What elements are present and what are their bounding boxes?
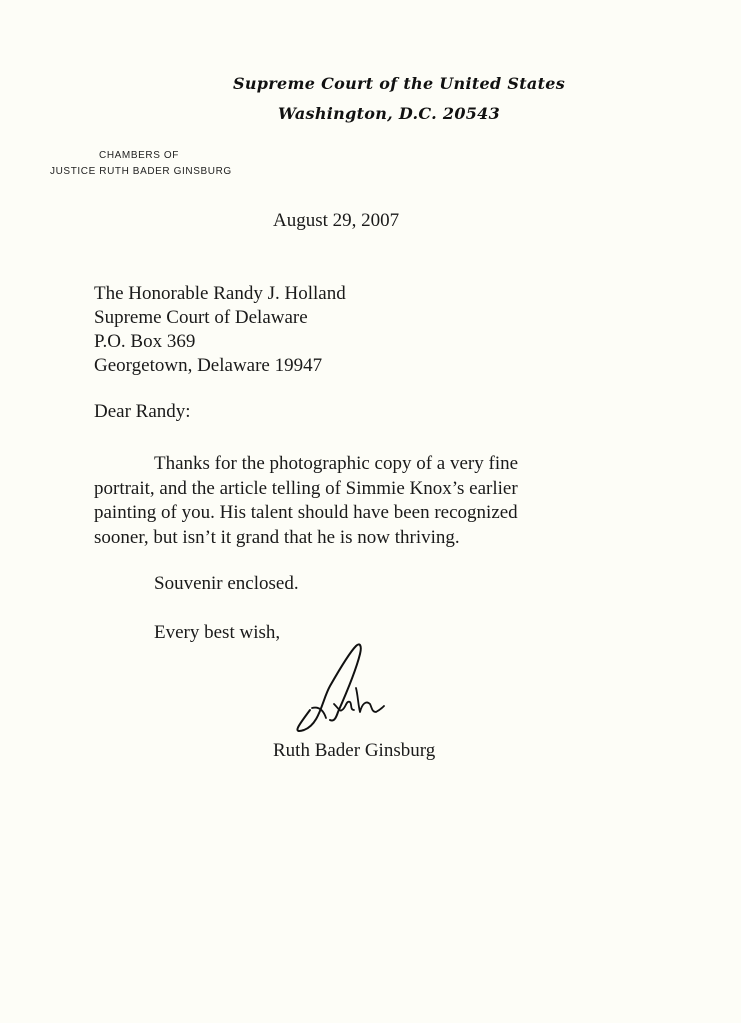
closing: Every best wish,	[154, 622, 281, 643]
chambers-of-label: CHAMBERS OF	[99, 150, 179, 161]
body-line: Thanks for the photographic copy of a very fine	[154, 453, 519, 474]
recipient-city: Georgetown, Delaware 19947	[94, 355, 323, 376]
chambers-justice-name: JUSTICE RUTH BADER GINSBURG	[50, 166, 232, 177]
recipient-po-box: P.O. Box 369	[94, 331, 196, 352]
body-line: sooner, but isn’t it grand that he is now thriving.	[94, 526, 460, 548]
body-line: painting of you. His talent should have been recognized	[94, 502, 518, 523]
letterhead-address: Washington, D.C. 20543	[278, 104, 501, 123]
signature-stroke	[356, 688, 384, 712]
body-paragraph	[94, 452, 654, 550]
handwritten-signature	[290, 638, 390, 734]
recipient-name: The Honorable Randy J. Holland	[94, 283, 346, 304]
signature-stroke	[297, 644, 360, 731]
recipient-court: Supreme Court of Delaware	[94, 307, 308, 328]
letterhead-court-name: Supreme Court of the United States	[233, 74, 566, 93]
souvenir-note: Souvenir enclosed.	[154, 573, 299, 594]
salutation: Dear Randy:	[94, 401, 191, 422]
letter-date: August 29, 2007	[273, 210, 400, 231]
signature-stroke	[334, 702, 354, 711]
signer-name: Ruth Bader Ginsburg	[273, 740, 436, 761]
body-line: portrait, and the article telling of Simmie Knox’s earlier	[94, 477, 518, 499]
